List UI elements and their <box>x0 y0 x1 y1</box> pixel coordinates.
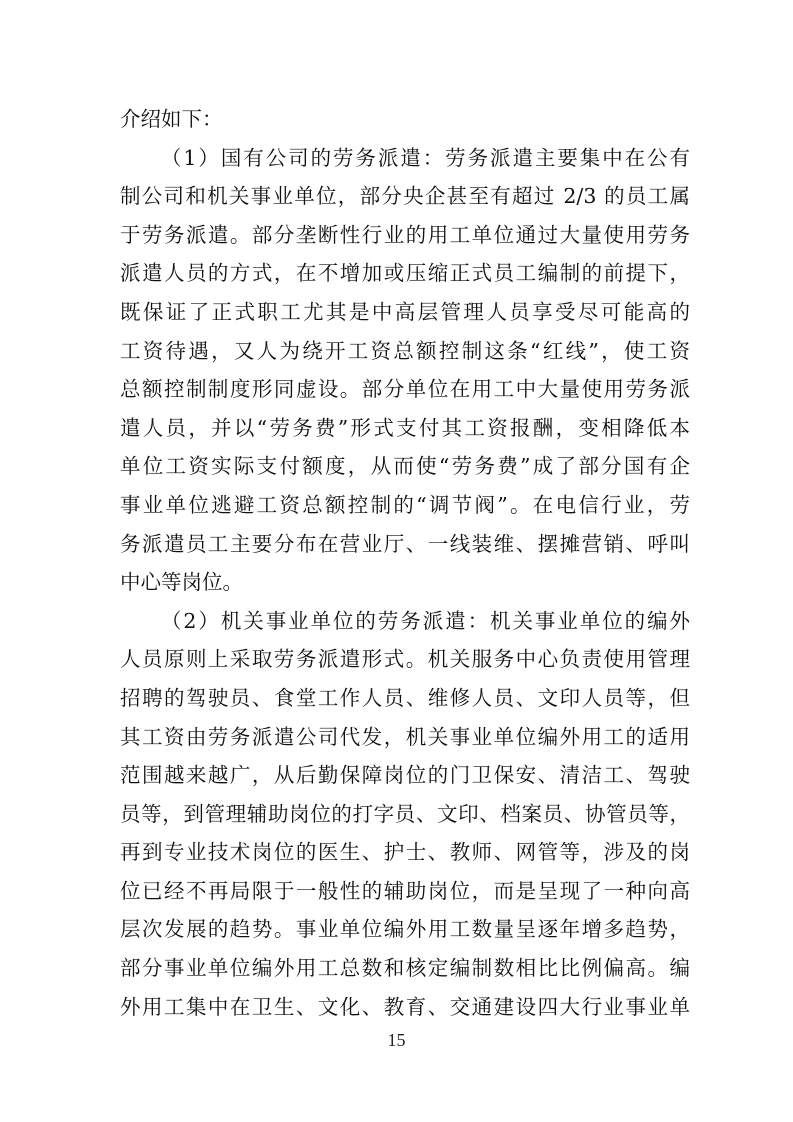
paragraph-1-first-line: （1）国有公司的劳务派遣：劳务派遣主要集中在公有 <box>161 145 690 170</box>
page-number: 15 <box>387 1030 406 1050</box>
text-line: 制公司和机关事业单位，部分央企甚至有超过 2/3 的员工属 <box>120 184 690 209</box>
text-line: 单位工资实际支付额度，从而使“劳务费”成了部分国有企 <box>120 454 690 479</box>
text-line: 部分事业单位编外用工总数和核定编制数相比比例偏高。编 <box>120 956 690 981</box>
paragraph-2-first-line: （2）机关事业单位的劳务派遣：机关事业单位的编外 <box>161 608 690 633</box>
text-line: 其工资由劳务派遣公司代发，机关事业单位编外用工的适用 <box>120 724 690 749</box>
text-line: 介绍如下： <box>120 107 223 131</box>
text-line: 派遣人员的方式，在不增加或压缩正式员工编制的前提下， <box>120 261 690 286</box>
body-text <box>120 100 690 1026</box>
text-line: 遣人员，并以“劳务费”形式支付其工资报酬，变相降低本 <box>120 415 690 440</box>
text-line: 事业单位逃避工资总额控制的“调节阀”。在电信行业，劳 <box>120 492 690 517</box>
text-line: 位已经不再局限于一般性的辅助岗位，而是呈现了一种向高 <box>120 878 690 903</box>
text-line: 中心等岗位。 <box>120 570 243 595</box>
text-line: 总额控制制度形同虚设。部分单位在用工中大量使用劳务派 <box>120 377 690 402</box>
text-line: 人员原则上采取劳务派遣形式。机关服务中心负责使用管理 <box>120 647 690 672</box>
text-line: 层次发展的趋势。事业单位编外用工数量呈逐年增多趋势， <box>120 917 690 942</box>
text-line: 外用工集中在卫生、文化、教育、交通建设四大行业事业单 <box>120 994 690 1019</box>
text-line: 员等，到管理辅助岗位的打字员、文印、档案员、协管员等， <box>120 801 690 826</box>
text-line: 于劳务派遣。部分垄断性行业的用工单位通过大量使用劳务 <box>120 222 690 247</box>
text-line: 再到专业技术岗位的医生、护士、教师、网管等，涉及的岗 <box>120 840 690 865</box>
text-line: 招聘的驾驶员、食堂工作人员、维修人员、文印人员等，但 <box>120 685 690 710</box>
text-line: 务派遣员工主要分布在营业厅、一线装维、摆摊营销、呼叫 <box>120 531 690 556</box>
text-line: 工资待遇，又人为绕开工资总额控制这条“红线”，使工资 <box>120 338 690 363</box>
text-line: 既保证了正式职工尤其是中高层管理人员享受尽可能高的 <box>120 299 690 324</box>
text-line: 范围越来越广，从后勤保障岗位的门卫保安、清洁工、驾驶 <box>120 763 690 788</box>
